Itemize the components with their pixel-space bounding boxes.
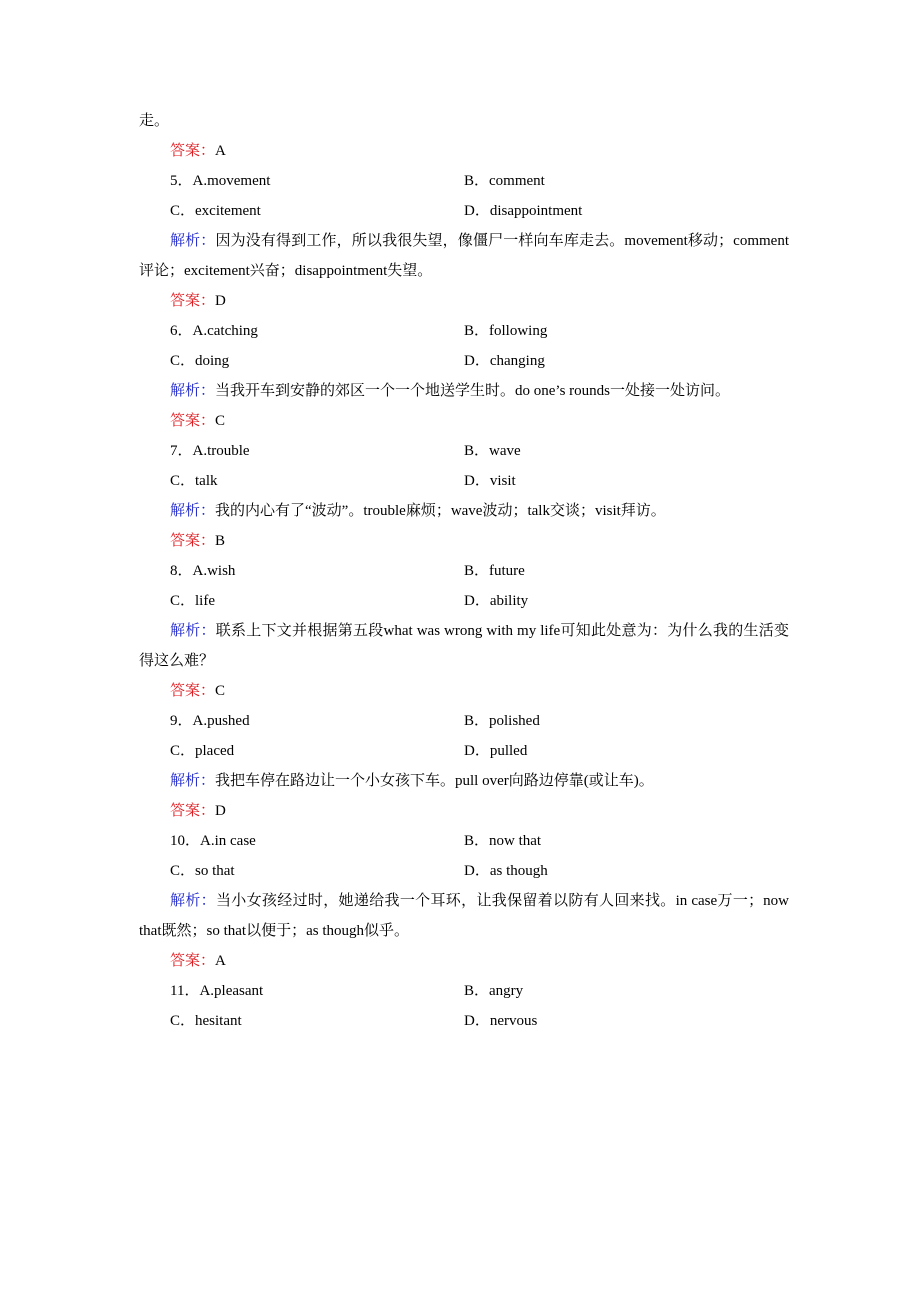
option-a: 7．A.trouble xyxy=(170,443,250,459)
option-b: B．wave xyxy=(464,443,521,459)
option-d: D．disappointment xyxy=(464,203,583,219)
answer-line xyxy=(139,796,789,826)
option-d: D．ability xyxy=(464,593,529,609)
explanation-paragraph xyxy=(139,616,789,676)
option-a: 5．A.movement xyxy=(170,173,271,189)
explanation-text: 当我开车到安静的郊区一个一个地送学生时。do one’s rounds一处接一处访问。 xyxy=(215,383,731,399)
answer-line xyxy=(139,286,789,316)
answer-label: 答案： xyxy=(170,953,216,969)
answer-label: 答案： xyxy=(170,533,216,549)
question-options-row xyxy=(139,436,789,466)
explanation-label: 解析： xyxy=(170,773,216,789)
explanation-paragraph xyxy=(139,226,789,286)
option-b: B．now that xyxy=(464,833,542,849)
option-c: C．doing xyxy=(170,353,230,369)
question-options-row xyxy=(139,856,789,886)
question-options-row xyxy=(139,316,789,346)
option-d: D．changing xyxy=(464,353,545,369)
answer-value: C xyxy=(215,683,226,699)
answer-label: 答案： xyxy=(170,683,216,699)
answer-line xyxy=(139,136,789,166)
explanation-paragraph xyxy=(139,766,789,796)
lead-text: 走。 xyxy=(139,113,170,129)
option-d: D．visit xyxy=(464,473,516,489)
option-a: 6．A.catching xyxy=(170,323,258,339)
answer-line xyxy=(139,526,789,556)
question-options-row xyxy=(139,976,789,1006)
answer-label: 答案： xyxy=(170,413,216,429)
option-a: 10．A.in case xyxy=(170,833,256,849)
question-options-row xyxy=(139,706,789,736)
answer-value: D xyxy=(215,803,226,819)
explanation-paragraph xyxy=(139,376,789,406)
option-d: D．pulled xyxy=(464,743,528,759)
explanation-label: 解析： xyxy=(170,893,216,909)
question-options-row xyxy=(139,166,789,196)
option-d: D．as though xyxy=(464,863,548,879)
option-b: B．angry xyxy=(464,983,524,999)
option-b: B．future xyxy=(464,563,525,579)
option-a: 8．A.wish xyxy=(170,563,236,579)
option-a: 11．A.pleasant xyxy=(170,983,264,999)
explanation-label: 解析： xyxy=(170,383,216,399)
answer-value: C xyxy=(215,413,226,429)
option-b: B．comment xyxy=(464,173,545,189)
question-options-row xyxy=(139,346,789,376)
answer-line xyxy=(139,406,789,436)
question-options-row xyxy=(139,1006,789,1036)
explanation-text: 因为没有得到工作，所以我很失望，像僵尸一样向车库走去。movement移动；comment评论；excitement兴奋；disappointment失望。 xyxy=(139,233,789,279)
question-options-row xyxy=(139,586,789,616)
option-c: C．talk xyxy=(170,473,218,489)
question-options-row xyxy=(139,826,789,856)
answer-line xyxy=(139,676,789,706)
explanation-label: 解析： xyxy=(170,233,216,249)
answer-label: 答案： xyxy=(170,293,216,309)
option-c: C．life xyxy=(170,593,215,609)
option-d: D．nervous xyxy=(464,1013,538,1029)
option-c: C．placed xyxy=(170,743,235,759)
document-page xyxy=(139,106,789,1036)
explanation-text: 当小女孩经过时，她递给我一个耳环，让我保留着以防有人回来找。in case万一；now that既然；so that以便于；as though似乎。 xyxy=(139,893,789,939)
explanation-label: 解析： xyxy=(170,623,216,639)
question-options-row xyxy=(139,556,789,586)
answer-value: A xyxy=(215,953,226,969)
explanation-paragraph xyxy=(139,496,789,526)
option-c: C．excitement xyxy=(170,203,261,219)
question-options-row xyxy=(139,466,789,496)
question-options-row xyxy=(139,196,789,226)
answer-label: 答案： xyxy=(170,803,216,819)
explanation-text: 联系上下文并根据第五段what was wrong with my life可知此处意为：为什么我的生活变得这么难？ xyxy=(139,623,789,669)
explanation-label: 解析： xyxy=(170,503,216,519)
answer-value: B xyxy=(215,533,226,549)
answer-value: D xyxy=(215,293,226,309)
answer-line xyxy=(139,946,789,976)
answer-value: A xyxy=(215,143,226,159)
explanation-text: 我把车停在路边让一个小女孩下车。pull over向路边停靠(或让车)。 xyxy=(215,773,654,789)
explanation-text: 我的内心有了“波动”。trouble麻烦；wave波动；talk交谈；visit拜访。 xyxy=(215,503,666,519)
option-b: B．following xyxy=(464,323,548,339)
option-c: C．hesitant xyxy=(170,1013,242,1029)
question-options-row xyxy=(139,736,789,766)
option-c: C．so that xyxy=(170,863,235,879)
option-b: B．polished xyxy=(464,713,540,729)
explanation-paragraph xyxy=(139,886,789,946)
answer-label: 答案： xyxy=(170,143,216,159)
option-a: 9．A.pushed xyxy=(170,713,250,729)
